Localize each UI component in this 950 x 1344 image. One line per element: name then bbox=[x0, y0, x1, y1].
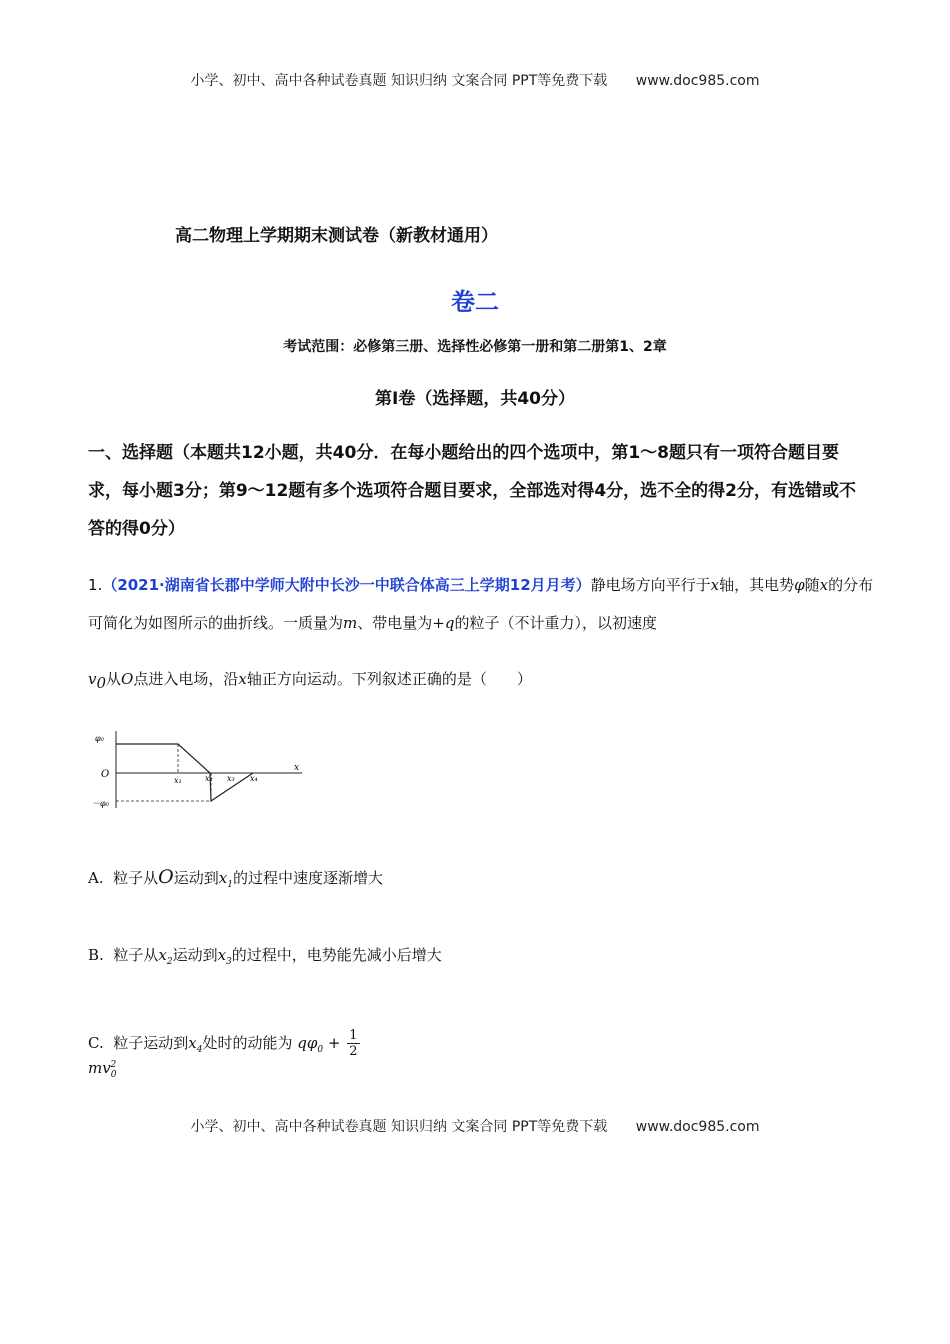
math-plus: + bbox=[327, 1034, 341, 1052]
label-x1: x₁ bbox=[174, 776, 182, 785]
opt-text: 的过程中，电势能先减小后增大 bbox=[231, 946, 442, 964]
q-text: 、带电量为 bbox=[357, 614, 433, 632]
label-x3: x₃ bbox=[227, 774, 235, 783]
math-o: O bbox=[121, 670, 134, 688]
page-header bbox=[0, 70, 950, 90]
math-fraction bbox=[347, 1028, 359, 1059]
math-mv: mv bbox=[88, 1059, 111, 1077]
doc-title: 高二物理上学期期末测试卷（新教材通用） bbox=[175, 226, 498, 246]
math-x: x bbox=[238, 670, 247, 688]
option-c[interactable] bbox=[88, 1028, 390, 1080]
question-1-text-cont bbox=[88, 660, 878, 702]
footer-text: 小学、初中、高中各种试卷真题 知识归纳 文案合同 PPT等免费下载 bbox=[190, 1119, 608, 1135]
math-x: x bbox=[819, 576, 829, 594]
math-sub: 1 bbox=[227, 880, 233, 890]
math-x: x bbox=[710, 576, 720, 594]
section-heading: 一、选择题（本题共12小题，共40分．在每小题给出的四个选项中，第1～8题只有一项符合题目要求，每小题3分；第9～12题有多个选项符合题目要求，全部选对得4分，选不全的得2分，有选错或不答的得0分） bbox=[88, 443, 856, 539]
option-label: C. bbox=[88, 1034, 104, 1052]
math-o: O bbox=[158, 866, 174, 888]
math-sub: 0 bbox=[110, 1070, 117, 1080]
q-text: 的粒子（不计重力），以初速度 bbox=[454, 614, 657, 632]
label-x: x bbox=[294, 763, 300, 773]
math-x: x bbox=[188, 1034, 197, 1052]
fraction-numerator: 1 bbox=[349, 1028, 358, 1043]
opt-text: 的过程中速度逐渐增大 bbox=[232, 869, 383, 887]
option-label: A. bbox=[88, 869, 104, 887]
q-text: 从 bbox=[106, 670, 122, 688]
doc-juan: 卷二 bbox=[451, 288, 499, 316]
math-sub: 4 bbox=[196, 1045, 203, 1055]
math-m: m bbox=[343, 614, 358, 632]
label-phi0: φ₀ bbox=[95, 734, 104, 743]
potential-graph bbox=[92, 726, 312, 812]
q-text: 轴正方向运动。下列叙述正确的是（ ） bbox=[246, 670, 532, 688]
page-footer bbox=[0, 1116, 950, 1136]
header-url[interactable]: www.doc985.com bbox=[635, 73, 760, 89]
math-q: +q bbox=[432, 614, 455, 632]
question-source: （2021·湖南省长郡中学师大附中长沙一中联合体高三上学期12月月考） bbox=[102, 576, 591, 594]
label-x2: x₂ bbox=[205, 774, 213, 783]
math-x: x bbox=[217, 946, 227, 964]
math-x: x bbox=[158, 946, 167, 964]
footer-url[interactable]: www.doc985.com bbox=[635, 1119, 760, 1135]
opt-text: 运动到 bbox=[172, 946, 218, 964]
q-text: 静电场方向平行于 bbox=[590, 576, 711, 594]
question-1 bbox=[88, 566, 878, 702]
fraction-denominator: 2 bbox=[349, 1044, 358, 1059]
q-text: 随 bbox=[804, 576, 820, 594]
math-sub: 0 bbox=[317, 1045, 324, 1055]
math-phi: φ bbox=[794, 576, 805, 594]
exam-scope: 考试范围：必修第三册、选择性必修第一册和第二册第1、2章 bbox=[283, 339, 667, 355]
math-qphi: qφ bbox=[297, 1034, 318, 1052]
option-label: B. bbox=[88, 946, 104, 964]
label-origin: O bbox=[101, 769, 110, 780]
math-sub: 3 bbox=[226, 957, 232, 967]
opt-text: 粒子运动到 bbox=[113, 1034, 189, 1052]
opt-text: 运动到 bbox=[173, 869, 219, 887]
question-1-text bbox=[88, 566, 878, 642]
q-text: 点进入电场，沿 bbox=[133, 670, 239, 688]
label-negphi0: －φ₀ bbox=[92, 799, 109, 808]
q-text: 的分布可简化为如图所示的曲折线。一质量为 bbox=[88, 576, 874, 632]
q-text: 轴，其电势 bbox=[719, 576, 795, 594]
option-a[interactable] bbox=[88, 866, 383, 890]
option-b[interactable] bbox=[88, 944, 442, 967]
math-x: x bbox=[218, 869, 228, 887]
math-sub: 2 bbox=[166, 957, 173, 967]
header-text: 小学、初中、高中各种试卷真题 知识归纳 文案合同 PPT等免费下载 bbox=[190, 73, 608, 89]
math-v0: v bbox=[88, 670, 97, 688]
opt-text: 粒子从 bbox=[113, 869, 159, 887]
part-heading: 第Ⅰ卷（选择题，共40分） bbox=[375, 389, 575, 409]
axis-helper bbox=[116, 744, 302, 773]
label-x4: x₄ bbox=[250, 774, 258, 783]
math-sub: 0 bbox=[96, 674, 107, 692]
math-sup: 2 bbox=[110, 1060, 117, 1070]
opt-text: 处时的动能为 bbox=[202, 1034, 293, 1052]
opt-text: 粒子从 bbox=[113, 946, 159, 964]
question-number: 1. bbox=[88, 576, 103, 594]
